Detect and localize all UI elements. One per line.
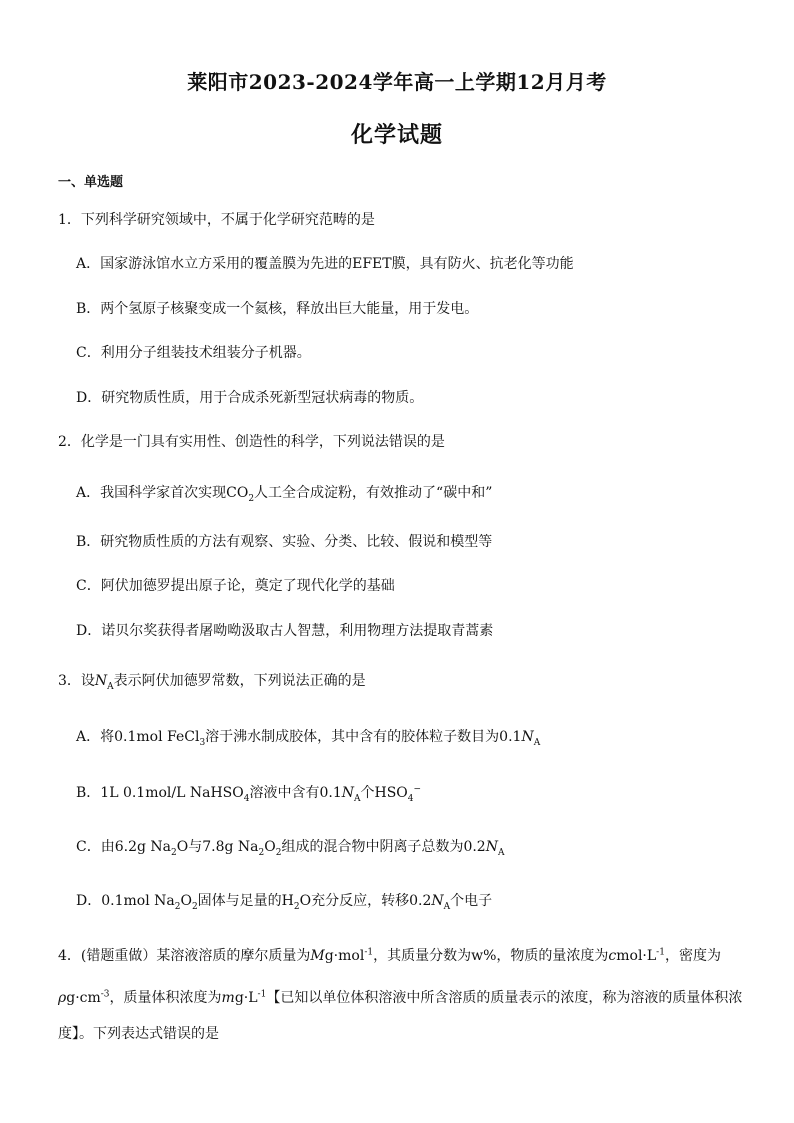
question-2-option-d: D．诺贝尔奖获得者屠呦呦汲取古人智慧，利用物理方法提取青蒿素 — [76, 623, 494, 639]
question-2-option-c: C．阿伏加德罗提出原子论，奠定了现代化学的基础 — [76, 578, 395, 594]
question-4-line-1: 4．(错题重做）某溶液溶质的摩尔质量为Mg·mol$^{-1}$，其质量分数为w%，物质的量浓度为$cmol\cdot L^{-1}$，密度为 — [58, 947, 721, 964]
question-1-option-a: A．国家游泳馆水立方采用的覆盖膜为先进的EFET膜，具有防火、抗老化等功能 — [76, 256, 574, 272]
question-1-option-c: C．利用分子组装技术组装分子机器。 — [76, 345, 311, 361]
question-4-line-3: 度】。下列表达式错误的是 — [58, 1026, 219, 1042]
question-1-option-b: B．两个氢原子核聚变成一个氦核，释放出巨大能量，用于发电。 — [76, 301, 479, 317]
question-2-option-a: A．我国科学家首次实现$CO_2$人工全合成淀粉，有效推动了“碳中和” — [76, 485, 493, 504]
question-1-stem: 1．下列科学研究领域中，不属于化学研究范畴的是 — [58, 212, 375, 228]
section-heading: 一、单选题 — [58, 175, 124, 190]
exam-subtitle: 化学试题 — [350, 122, 443, 148]
question-1-option-d: D．研究物质性质，用于合成杀死新型冠状病毒的物质。 — [76, 390, 424, 406]
exam-title: 莱阳市2023-2024学年高一上学期12月月考 — [187, 70, 607, 94]
question-3-stem: 3．设$N_A$表示阿伏加德罗常数，下列说法正确的是 — [58, 673, 366, 692]
question-3-option-c: C．由6.2g $Na_2O$与7.8g $Na_2O_2$组成的混合物中阴离子总数为$0.2N_A$ — [76, 839, 505, 858]
question-3-option-a: A．将0.1mol FeCl$_3$溶于沸水制成胶体，其中含有的胶体粒子数目为$0.1N_A$ — [76, 729, 541, 748]
question-2-option-b: B．研究物质性质的方法有观察、实验、分类、比较、假说和模型等 — [76, 534, 493, 550]
question-4-line-2: $\rho g\cdot cm^{-3}$，质量体积浓度为$mg\cdot L^{-1}$【已知以单位体积溶液中所含溶质的质量表示的浓度，称为溶液的质量体积浓 — [58, 989, 743, 1006]
question-2-stem: 2．化学是一门具有实用性、创造性的科学，下列说法错误的是 — [58, 434, 445, 450]
question-3-option-d: D．0.1mol $Na_2O_2$固体与足量的$H_2O$充分反应，转移$0.2N_A$个电子 — [76, 893, 493, 912]
question-3-option-b: B．1L 0.1mol/L NaHSO$_4$溶液中含有$0.1N_A$个$HSO_4^-$ — [76, 784, 422, 804]
